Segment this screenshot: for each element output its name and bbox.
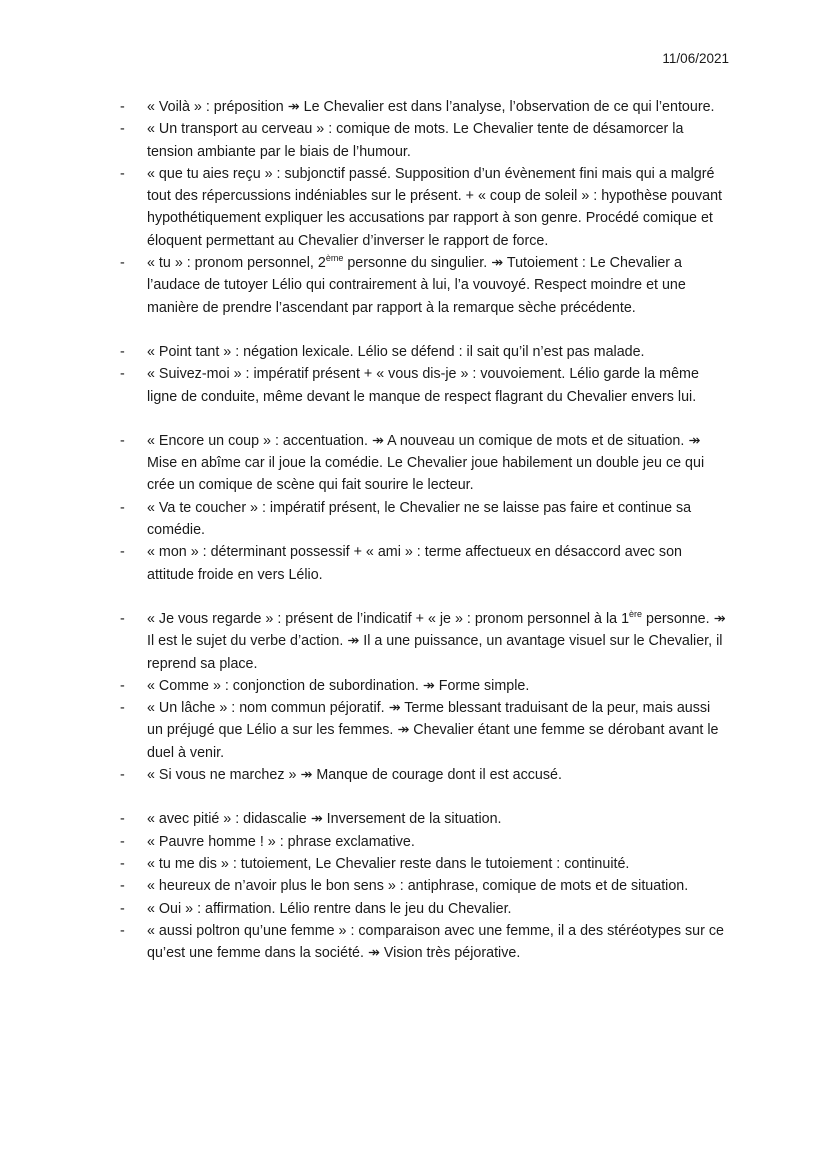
bullet-dash: - (120, 255, 125, 272)
list-item (0, 252, 828, 319)
item-text: « Point tant » : négation lexicale. Lélio se défend : il sait qu’il n’est pas malade. (147, 343, 645, 360)
bullet-dash: - (120, 878, 125, 895)
bullet-dash: - (120, 99, 125, 115)
list-item (0, 875, 828, 897)
item-text: personne. ↠ Il est le sujet du verbe d’action. ↠ Il a une puissance, un avantage visuel sur le Chevalier, il reprend sa place. (147, 610, 726, 672)
item-text: « tu » : pronom personnel, 2 (147, 255, 326, 272)
bullet-dash: - (120, 610, 125, 627)
document-date: 11/06/2021 (662, 51, 729, 66)
bullet-dash: - (120, 677, 125, 694)
item-text: « Pauvre homme ! » : phrase exclamative. (147, 833, 415, 850)
bullet-dash: - (120, 833, 125, 850)
item-text: personne du singulier. ↠ Tutoiement : Le Chevalier a l’audace de tutoyer Lélio qui contrairement à lui, l’a vouvoyé. Respect moindre et une manière de prendre l’ascendant par rapport à la remarque sèche précédente. (147, 255, 686, 316)
list-item (0, 608, 828, 675)
list-item (0, 920, 828, 965)
item-text: « heureux de n’avoir plus le bon sens » : antiphrase, comique de mots et de situation. (147, 878, 689, 895)
item-superscript: ème (325, 253, 344, 264)
item-text: « mon » : déterminant possessif + « ami » : terme affectueux en désaccord avec son attitude froide en vers Lélio. (147, 544, 682, 583)
item-text: « Comme » : conjonction de subordination. ↠ Forme simple. (147, 677, 530, 694)
bullet-dash: - (120, 811, 125, 828)
analysis-group (0, 808, 828, 964)
list-item (0, 341, 828, 363)
analysis-group (0, 96, 828, 319)
bullet-dash: - (120, 432, 125, 449)
bullet-dash: - (120, 767, 125, 784)
list-item (0, 853, 828, 875)
analysis-group (0, 341, 828, 408)
list-item (0, 764, 828, 786)
list-item (0, 118, 828, 163)
item-text: « Un transport au cerveau » : comique de mots. Le Chevalier tente de désamorcer la tension ambiante par le biais de l’humour. (147, 121, 684, 160)
item-text: « Un lâche » : nom commun péjoratif. ↠ Terme blessant traduisant de la peur, mais aussi un préjugé que Lélio a sur les femmes. ↠ Chevalier étant une femme se dérobant avant le duel à venir. (147, 700, 719, 761)
analysis-group (0, 430, 828, 586)
bullet-dash: - (120, 855, 125, 872)
bullet-dash: - (120, 343, 125, 360)
item-text: « aussi poltron qu’une femme » : comparaison avec une femme, il a des stéréotypes sur ce qu’est une femme dans la société. ↠ Vision très péjorative. (147, 922, 724, 962)
item-superscript: ère (629, 608, 643, 619)
bullet-dash: - (120, 700, 125, 717)
item-text: « avec pitié » : didascalie ↠ Inversement de la situation. (147, 811, 502, 828)
list-item (0, 831, 828, 853)
list-item (0, 808, 828, 830)
list-item (0, 363, 828, 408)
list-item (0, 541, 828, 586)
bullet-dash: - (120, 499, 125, 516)
item-text: « tu me dis » : tutoiement, Le Chevalier reste dans le tutoiement : continuité. (147, 855, 630, 872)
item-text: « Si vous ne marchez » ↠ Manque de courage dont il est accusé. (147, 767, 562, 784)
bullet-dash: - (120, 165, 125, 182)
bullet-dash: - (120, 544, 125, 561)
bullet-dash: - (120, 121, 125, 138)
bullet-dash: - (120, 922, 125, 939)
item-text: « Voilà » : préposition ↠ Le Chevalier est dans l’analyse, l’observation de ce qui l’entoure. (147, 99, 715, 115)
list-item (0, 898, 828, 920)
item-text: « Va te coucher » : impératif présent, le Chevalier ne se laisse pas faire et continue sa comédie. (147, 499, 692, 539)
bullet-dash: - (120, 900, 125, 917)
list-item (0, 675, 828, 697)
item-text: « Encore un coup » : accentuation. ↠ A nouveau un comique de mots et de situation. ↠ Mise en abîme car il joue la comédie. Le Chevalier joue habilement un double jeu ce qui crée un comique de scène qui fait sourire le lecteur. (147, 432, 705, 494)
item-text: « que tu aies reçu » : subjonctif passé. Supposition d’un évènement fini mais qui a malgré tout des répercussions indéniables sur le présent. + « coup de soleil » : hypothèse pouvant hypothétiquement expliquer les accusations par rapport à son genre. Procédé comique et éloquent permettant au Chevalier d’inverser le rapport de force. (147, 165, 723, 249)
list-item (0, 697, 828, 764)
list-item (0, 430, 828, 497)
bullet-dash: - (120, 366, 125, 383)
analysis-list (0, 96, 828, 964)
list-item (0, 96, 828, 118)
list-item (0, 497, 828, 542)
list-item (0, 163, 828, 252)
analysis-group (0, 608, 828, 786)
item-text: « Suivez-moi » : impératif présent + « vous dis-je » : vouvoiement. Lélio garde la même ligne de conduite, même devant le manque de respect flagrant du Chevalier envers lui. (147, 366, 699, 405)
item-text: « Oui » : affirmation. Lélio rentre dans le jeu du Chevalier. (147, 900, 512, 917)
item-text: « Je vous regarde » : présent de l’indicatif + « je » : pronom personnel à la 1 (147, 610, 630, 627)
